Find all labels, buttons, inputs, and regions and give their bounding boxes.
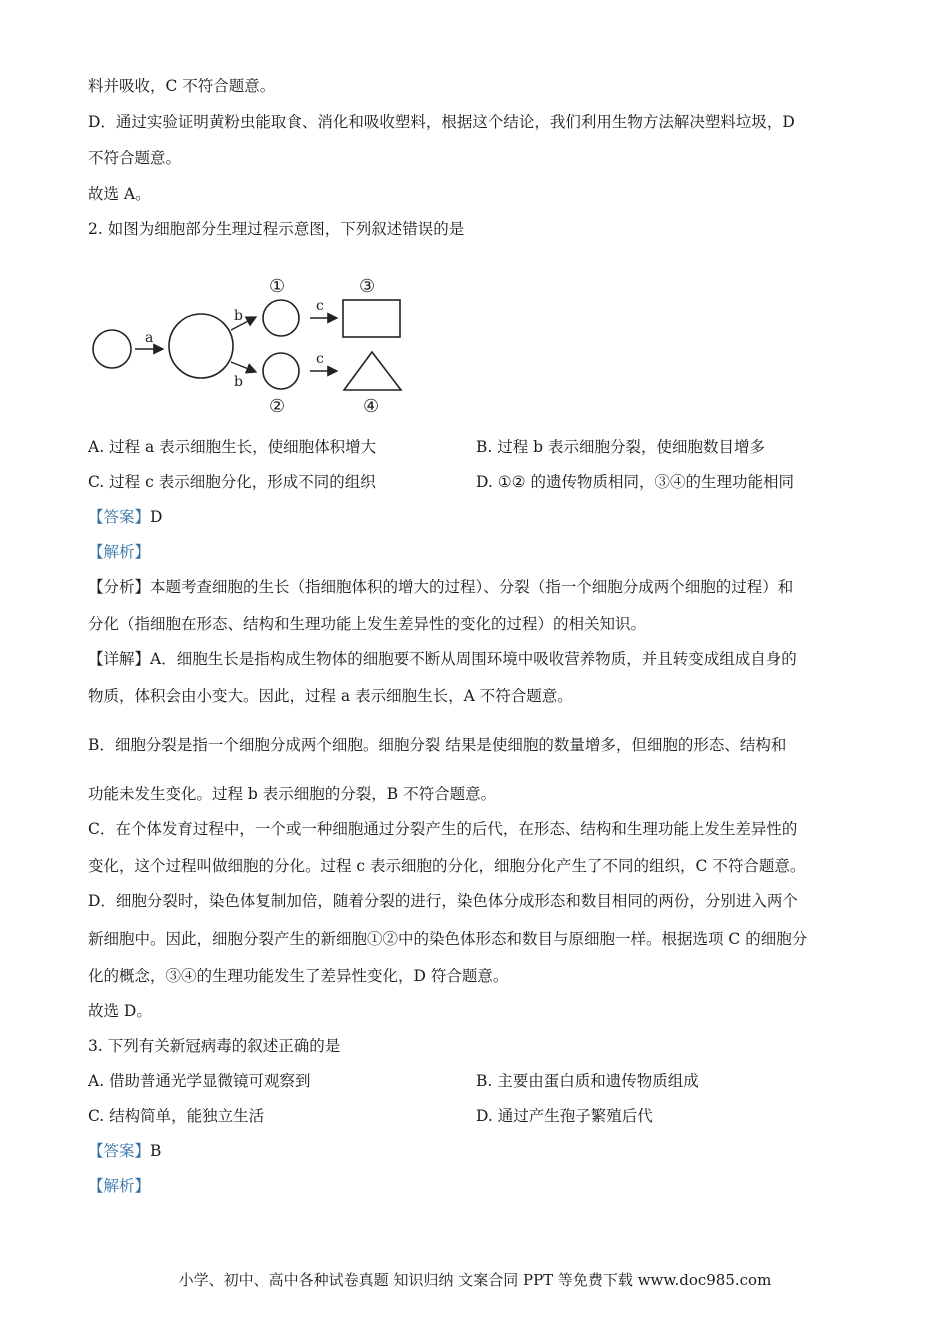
q3-answer	[88, 1141, 161, 1161]
question-2: 2. 如图为细胞部分生理过程示意图，下列叙述错误的是	[88, 220, 465, 238]
detail-line: D．细胞分裂时，染色体复制加倍，随着分裂的进行，染色体分成形态和数目相同的两份，分别进入两个	[88, 892, 798, 910]
analysis-line	[88, 577, 793, 597]
question-3: 3. 下列有关新冠病毒的叙述正确的是	[88, 1037, 341, 1055]
detail-line: B．细胞分裂是指一个细胞分成两个细胞。细胞分裂 结果是使细胞的数量增多，但细胞的形态、结构和	[88, 736, 787, 754]
label-3: ③	[359, 276, 376, 297]
answer-tag: 【答案】	[88, 508, 151, 526]
detail-line: C．在个体发育过程中，一个或一种细胞通过分裂产生的后代，在形态、结构和生理功能上发生差异性的	[88, 820, 798, 838]
detail-line: 物质，体积会由小变大。因此，过程 a 表示细胞生长，A 不符合题意。	[88, 687, 573, 705]
q3-option-b: B. 主要由蛋白质和遗传物质组成	[476, 1072, 699, 1090]
q3-analysis-tag	[88, 1176, 150, 1196]
cell-1	[263, 300, 299, 336]
answer-value: D	[150, 508, 163, 526]
q2-option-b: B. 过程 b 表示细胞分裂，使细胞数目增多	[476, 438, 766, 456]
text-line: 料并吸收，C 不符合题意。	[88, 77, 276, 95]
detail-line: 新细胞中。因此，细胞分裂产生的新细胞①②中的染色体形态和数目与原细胞一样。根据选项 C 的细胞分	[88, 930, 808, 948]
detail-line: 变化，这个过程叫做细胞的分化。过程 c 表示细胞的分化，细胞分化产生了不同的组织，C 不符合题意。	[88, 857, 806, 875]
answer-tag: 【答案】	[88, 1142, 151, 1160]
answer-value: B	[150, 1142, 162, 1160]
q2-option-c: C. 过程 c 表示细胞分化，形成不同的组织	[88, 473, 376, 491]
q2-option-d: D. ①② 的遗传物质相同，③④的生理功能相同	[476, 473, 794, 491]
q2-option-a: A. 过程 a 表示细胞生长，使细胞体积增大	[88, 438, 377, 456]
analysis-tag: 【解析】	[88, 1177, 151, 1195]
label-c-top: c	[316, 298, 324, 314]
analysis-label: 【分析】	[88, 578, 151, 596]
detail-text: A．细胞生长是指构成生物体的细胞要不断从周围环境中吸收营养物质，并且转变成组成自身的	[150, 650, 797, 668]
label-1: ①	[269, 276, 286, 297]
detail-line: 化的概念，③④的生理功能发生了差异性变化，D 符合题意。	[88, 967, 509, 985]
analysis-line: 分化（指细胞在形态、结构和生理功能上发生差异性的变化的过程）的相关知识。	[88, 615, 647, 633]
label-2: ②	[269, 396, 286, 417]
original-cell	[93, 330, 131, 368]
text-line: 故选 A。	[88, 185, 151, 203]
analysis-text: 本题考查细胞的生长（指细胞体积的增大的过程）、分裂（指一个细胞分成两个细胞的过程）和	[150, 578, 794, 596]
analysis-tag: 【解析】	[88, 543, 151, 561]
detail-line: 功能未发生变化。过程 b 表示细胞的分裂，B 不符合题意。	[88, 785, 497, 803]
q3-option-d: D. 通过产生孢子繁殖后代	[476, 1107, 653, 1125]
label-4: ④	[363, 396, 380, 417]
label-b-bottom: b	[234, 374, 243, 390]
tissue-3-rectangle	[343, 300, 400, 337]
label-a: a	[145, 330, 154, 346]
label-c-bottom: c	[316, 351, 324, 367]
detail-line	[88, 649, 797, 669]
detail-label: 【详解】	[88, 650, 151, 668]
text-line: D．通过实验证明黄粉虫能取食、消化和吸收塑料，根据这个结论，我们利用生物方法解决塑料垃圾，D	[88, 113, 795, 131]
q3-option-c: C. 结构简单，能独立生活	[88, 1107, 265, 1125]
detail-line: 故选 D。	[88, 1002, 152, 1020]
arrow-b-bottom	[231, 362, 256, 372]
text-line: 不符合题意。	[88, 149, 182, 167]
label-b-top: b	[234, 308, 243, 324]
q2-analysis-tag	[88, 542, 150, 562]
cell-process-diagram	[88, 272, 418, 420]
tissue-4-triangle	[344, 352, 401, 390]
page-footer: 小学、初中、高中各种试卷真题 知识归纳 文案合同 PPT 等免费下载 www.doc985.com	[178, 1271, 772, 1289]
q2-answer	[88, 507, 162, 527]
cell-2	[263, 353, 299, 389]
grown-cell	[169, 314, 233, 378]
q3-option-a: A. 借助普通光学显微镜可观察到	[88, 1072, 311, 1090]
